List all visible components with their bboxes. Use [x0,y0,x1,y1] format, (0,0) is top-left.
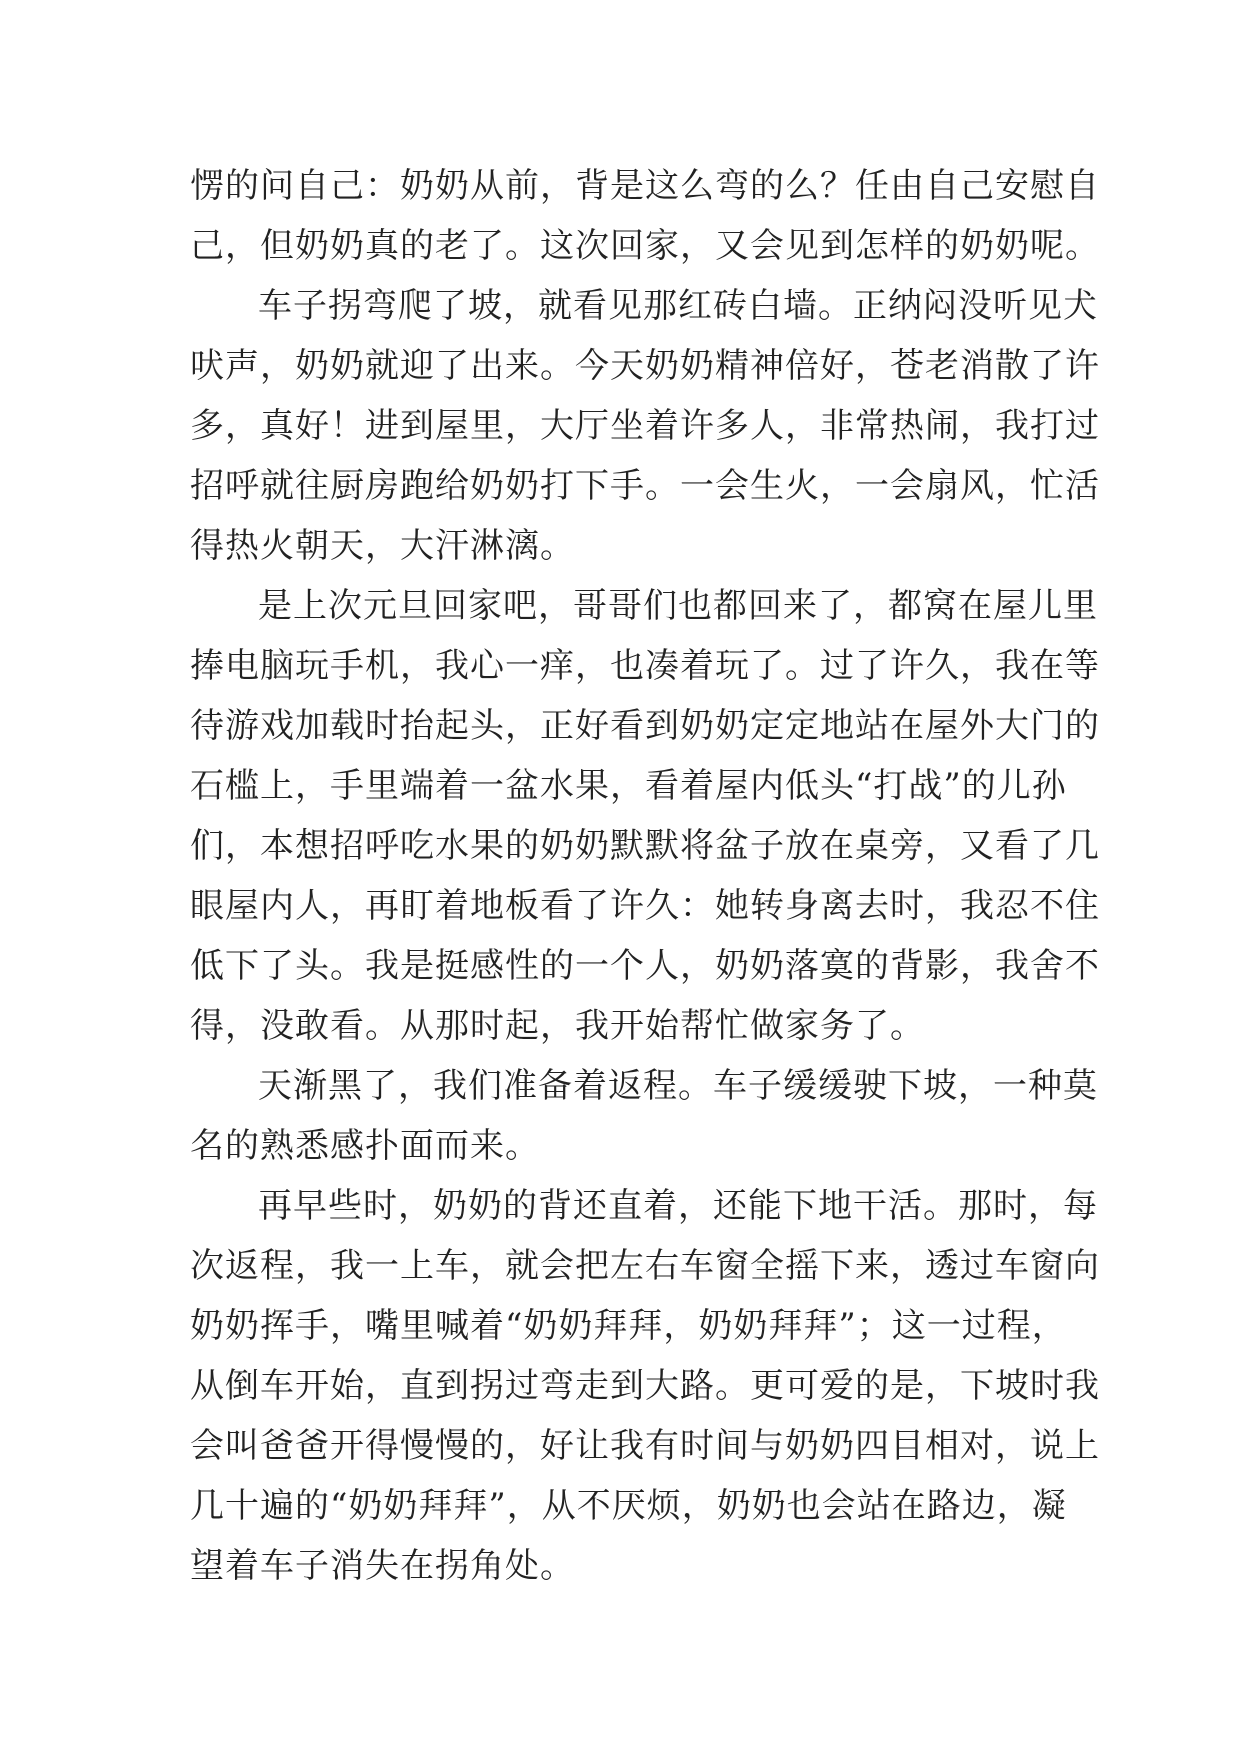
text-line: 石槛上，手里端着一盆水果，看着屋内低头“打战”的儿孙 [190,766,1067,806]
text-line: 招呼就往厨房跑给奶奶打下手。一会生火，一会扇风，忙活 [190,466,1100,506]
text-line: 低下了头。我是挺感性的一个人，奶奶落寞的背影，我舍不 [190,946,1100,986]
paragraph-p3 [190,576,1100,1056]
text-line: 天渐黑了，我们准备着返程。车子缓缓驶下坡，一种莫 [258,1066,1098,1106]
text-line: 是上次元旦回家吧，哥哥们也都回来了，都窝在屋儿里 [258,586,1098,626]
text-line: 捧电脑玩手机，我心一痒，也凑着玩了。过了许久，我在等 [190,646,1100,686]
text-line: 己，但奶奶真的老了。这次回家，又会见到怎样的奶奶呢。 [190,226,1100,266]
text-line: 待游戏加载时抬起头，正好看到奶奶定定地站在屋外大门的 [190,706,1100,746]
text-line: 次返程，我一上车，就会把左右车窗全摇下来，透过车窗向 [190,1246,1100,1286]
paragraph-p1 [190,156,1100,276]
paragraph-p2 [190,276,1100,576]
text-line: 望着车子消失在拐角处。 [190,1546,575,1586]
text-line: 几十遍的“奶奶拜拜”，从不厌烦，奶奶也会站在路边，凝 [190,1486,1067,1526]
paragraph-p5 [190,1176,1100,1596]
text-line: 愣的问自己：奶奶从前，背是这么弯的么？任由自己安慰自 [190,166,1100,206]
text-line: 名的熟悉感扑面而来。 [190,1126,540,1166]
text-line: 眼屋内人，再盯着地板看了许久：她转身离去时，我忍不住 [190,886,1100,926]
text-line: 们，本想招呼吃水果的奶奶默默将盆子放在桌旁，又看了几 [190,826,1100,866]
text-line: 会叫爸爸开得慢慢的，好让我有时间与奶奶四目相对，说上 [190,1426,1100,1466]
paragraph-p4 [190,1056,1098,1176]
text-line: 多，真好！进到屋里，大厅坐着许多人，非常热闹，我打过 [190,406,1100,446]
text-line: 再早些时，奶奶的背还直着，还能下地干活。那时，每 [258,1186,1098,1226]
text-line: 车子拐弯爬了坡，就看见那红砖白墙。正纳闷没听见犬 [258,286,1098,326]
text-line: 奶奶挥手，嘴里喊着“奶奶拜拜，奶奶拜拜”；这一过程， [190,1306,1067,1346]
text-line: 得热火朝天，大汗淋漓。 [190,526,575,566]
text-line: 得，没敢看。从那时起，我开始帮忙做家务了。 [190,1006,925,1046]
text-line: 吠声，奶奶就迎了出来。今天奶奶精神倍好，苍老消散了许 [190,346,1100,386]
text-line: 从倒车开始，直到拐过弯走到大路。更可爱的是，下坡时我 [190,1366,1100,1406]
document-body [190,156,1100,1596]
